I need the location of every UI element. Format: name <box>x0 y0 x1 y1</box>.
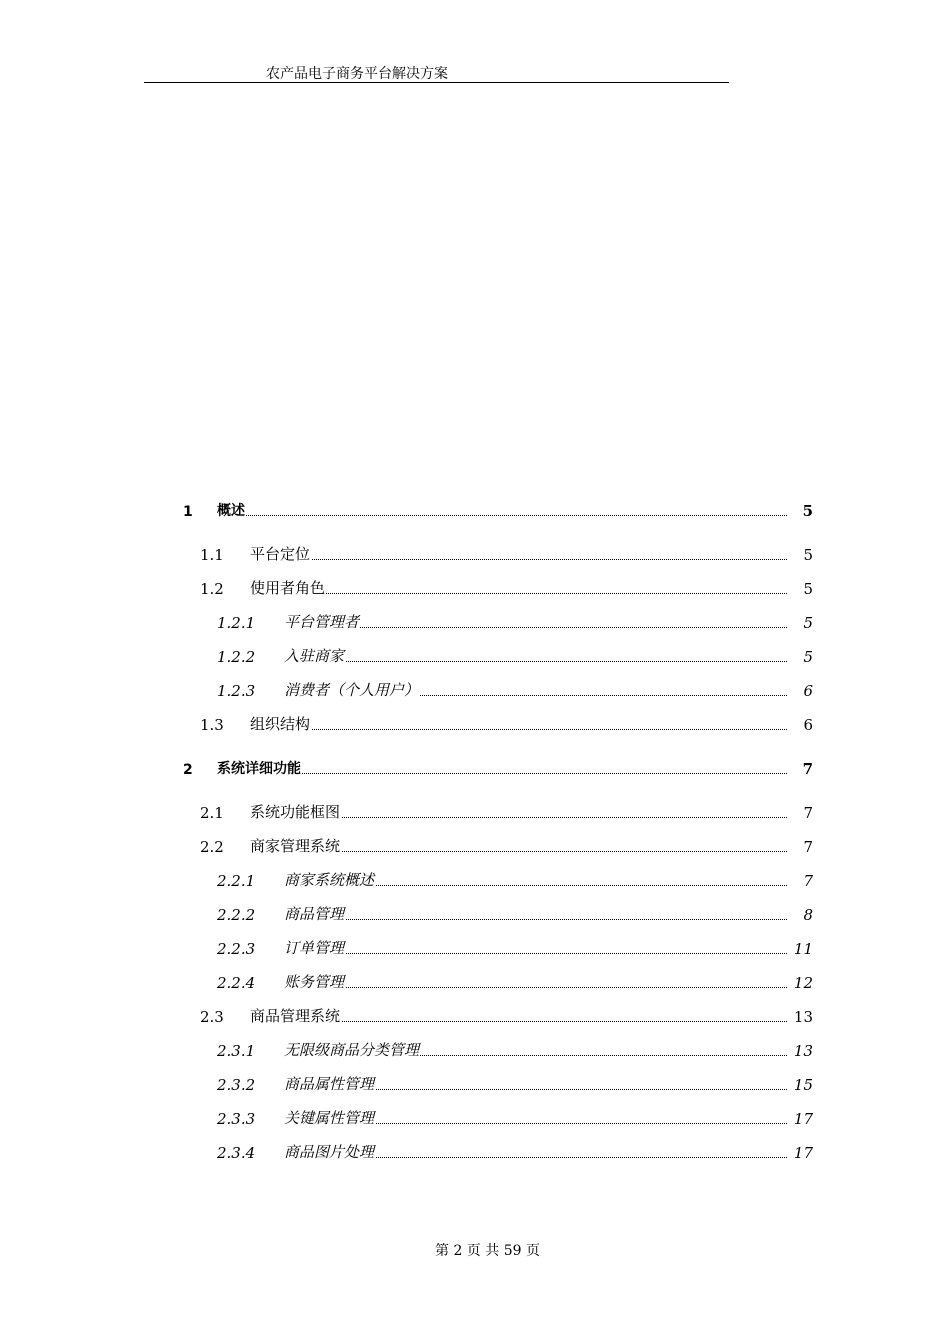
toc-entry-title: 订单管理 <box>284 939 345 957</box>
toc-entry-title: 商品属性管理 <box>284 1075 375 1093</box>
toc-entry-page: 17 <box>793 1110 813 1128</box>
toc-entry-page: 17 <box>793 1144 813 1162</box>
toc-entry-page: 7 <box>803 804 813 822</box>
toc-entry[interactable] <box>183 544 823 566</box>
page-footer: 第 2 页 共 59 页 <box>435 1243 540 1259</box>
toc-entry-number: 2.1 <box>200 804 224 822</box>
toc-entry-page: 12 <box>793 974 813 992</box>
toc-leader-dots <box>304 661 787 662</box>
toc-entry-page: 5 <box>803 648 813 666</box>
toc-entry-title: 商品管理 <box>284 905 345 923</box>
toc-leader-dots <box>270 817 787 818</box>
toc-leader-dots <box>304 1123 787 1124</box>
document-title: 农产品电子商务平台解决方案 <box>266 66 448 82</box>
toc-leader-dots <box>304 919 787 920</box>
toc-entry-page: 13 <box>793 1008 813 1026</box>
toc-entry[interactable] <box>183 578 823 600</box>
toc-entry[interactable] <box>183 1108 823 1130</box>
toc-entry-number: 2.2.1 <box>217 872 256 890</box>
toc-entry-number: 2.2.3 <box>217 940 256 958</box>
toc-entry[interactable] <box>183 680 823 702</box>
toc-entry-title: 平台管理者 <box>284 613 360 631</box>
toc-entry-number: 2.2.4 <box>217 974 256 992</box>
toc-leader-dots <box>304 953 787 954</box>
toc-leader-dots <box>237 515 787 516</box>
toc-entry-page: 13 <box>793 1042 813 1060</box>
toc-entry[interactable] <box>183 870 823 892</box>
toc-entry-title: 组织结构 <box>250 715 311 733</box>
toc-entry[interactable] <box>183 1040 823 1062</box>
toc-entry[interactable] <box>183 938 823 960</box>
toc-leader-dots <box>304 627 787 628</box>
toc-entry-number: 2.3.4 <box>217 1144 256 1162</box>
toc-entry-page: 5 <box>802 502 813 520</box>
toc-entry-title: 商家管理系统 <box>250 837 341 855</box>
toc-entry-title: 概述 <box>217 500 246 520</box>
toc-entry-title: 消费者（个人用户） <box>284 681 420 699</box>
toc-leader-dots <box>304 987 787 988</box>
toc-leader-dots <box>270 1021 787 1022</box>
toc-entry-title: 关键属性管理 <box>284 1109 375 1127</box>
toc-entry-title: 入驻商家 <box>284 647 345 665</box>
toc-entry[interactable] <box>183 836 823 858</box>
toc-leader-dots <box>270 593 787 594</box>
toc-entry[interactable] <box>183 1142 823 1164</box>
toc-entry-number: 2.3.2 <box>217 1076 256 1094</box>
toc-entry[interactable] <box>183 646 823 668</box>
toc-entry[interactable] <box>183 714 823 736</box>
toc-entry-page: 7 <box>802 760 813 778</box>
toc-leader-dots <box>304 885 787 886</box>
toc-entry[interactable] <box>183 1006 823 1028</box>
toc-entry-title: 平台定位 <box>250 545 311 563</box>
toc-entry-page: 8 <box>803 906 813 924</box>
toc-entry-page: 7 <box>803 838 813 856</box>
toc-entry-title: 账务管理 <box>284 973 345 991</box>
toc-entry-title: 系统详细功能 <box>217 758 302 778</box>
toc-entry-page: 6 <box>803 716 813 734</box>
toc-entry-page: 5 <box>803 580 813 598</box>
toc-entry[interactable] <box>183 904 823 926</box>
toc-entry[interactable] <box>183 972 823 994</box>
toc-entry-number: 1.2.3 <box>217 682 256 700</box>
toc-entry-number: 1 <box>183 504 193 520</box>
toc-leader-dots <box>304 1157 787 1158</box>
toc-entry-number: 2.3 <box>200 1008 224 1026</box>
toc-leader-dots <box>237 773 787 774</box>
toc-entry[interactable] <box>183 500 823 522</box>
toc-entry-title: 商品管理系统 <box>250 1007 341 1025</box>
toc-entry-number: 1.3 <box>200 716 224 734</box>
toc-entry-page: 7 <box>803 872 813 890</box>
toc-leader-dots <box>304 1089 787 1090</box>
toc-entry-page: 5 <box>803 546 813 564</box>
toc-entry-title: 系统功能框图 <box>250 803 341 821</box>
toc-entry-title: 商品图片处理 <box>284 1143 375 1161</box>
toc-leader-dots <box>270 851 787 852</box>
toc-entry-number: 2.2 <box>200 838 224 856</box>
toc-leader-dots <box>270 729 787 730</box>
toc-entry[interactable] <box>183 1074 823 1096</box>
toc-entry-title: 使用者角色 <box>250 579 326 597</box>
toc-entry[interactable] <box>183 612 823 634</box>
toc-entry-number: 1.2 <box>200 580 224 598</box>
toc-entry[interactable] <box>183 758 823 780</box>
toc-entry-title: 无限级商品分类管理 <box>284 1041 420 1059</box>
toc-leader-dots <box>270 559 787 560</box>
toc-entry-title: 商家系统概述 <box>284 871 375 889</box>
toc-entry-page: 11 <box>793 940 813 958</box>
toc-entry-number: 1.2.1 <box>217 614 256 632</box>
toc-entry-page: 15 <box>793 1076 813 1094</box>
toc-entry-page: 6 <box>803 682 813 700</box>
toc-entry-number: 1.1 <box>200 546 224 564</box>
toc-entry-number: 2.3.3 <box>217 1110 256 1128</box>
toc-entry-page: 5 <box>803 614 813 632</box>
toc-entry-number: 2.3.1 <box>217 1042 256 1060</box>
toc-entry-number: 1.2.2 <box>217 648 256 666</box>
toc-entry[interactable] <box>183 802 823 824</box>
toc-entry-number: 2 <box>183 762 193 778</box>
toc-entry-number: 2.2.2 <box>217 906 256 924</box>
